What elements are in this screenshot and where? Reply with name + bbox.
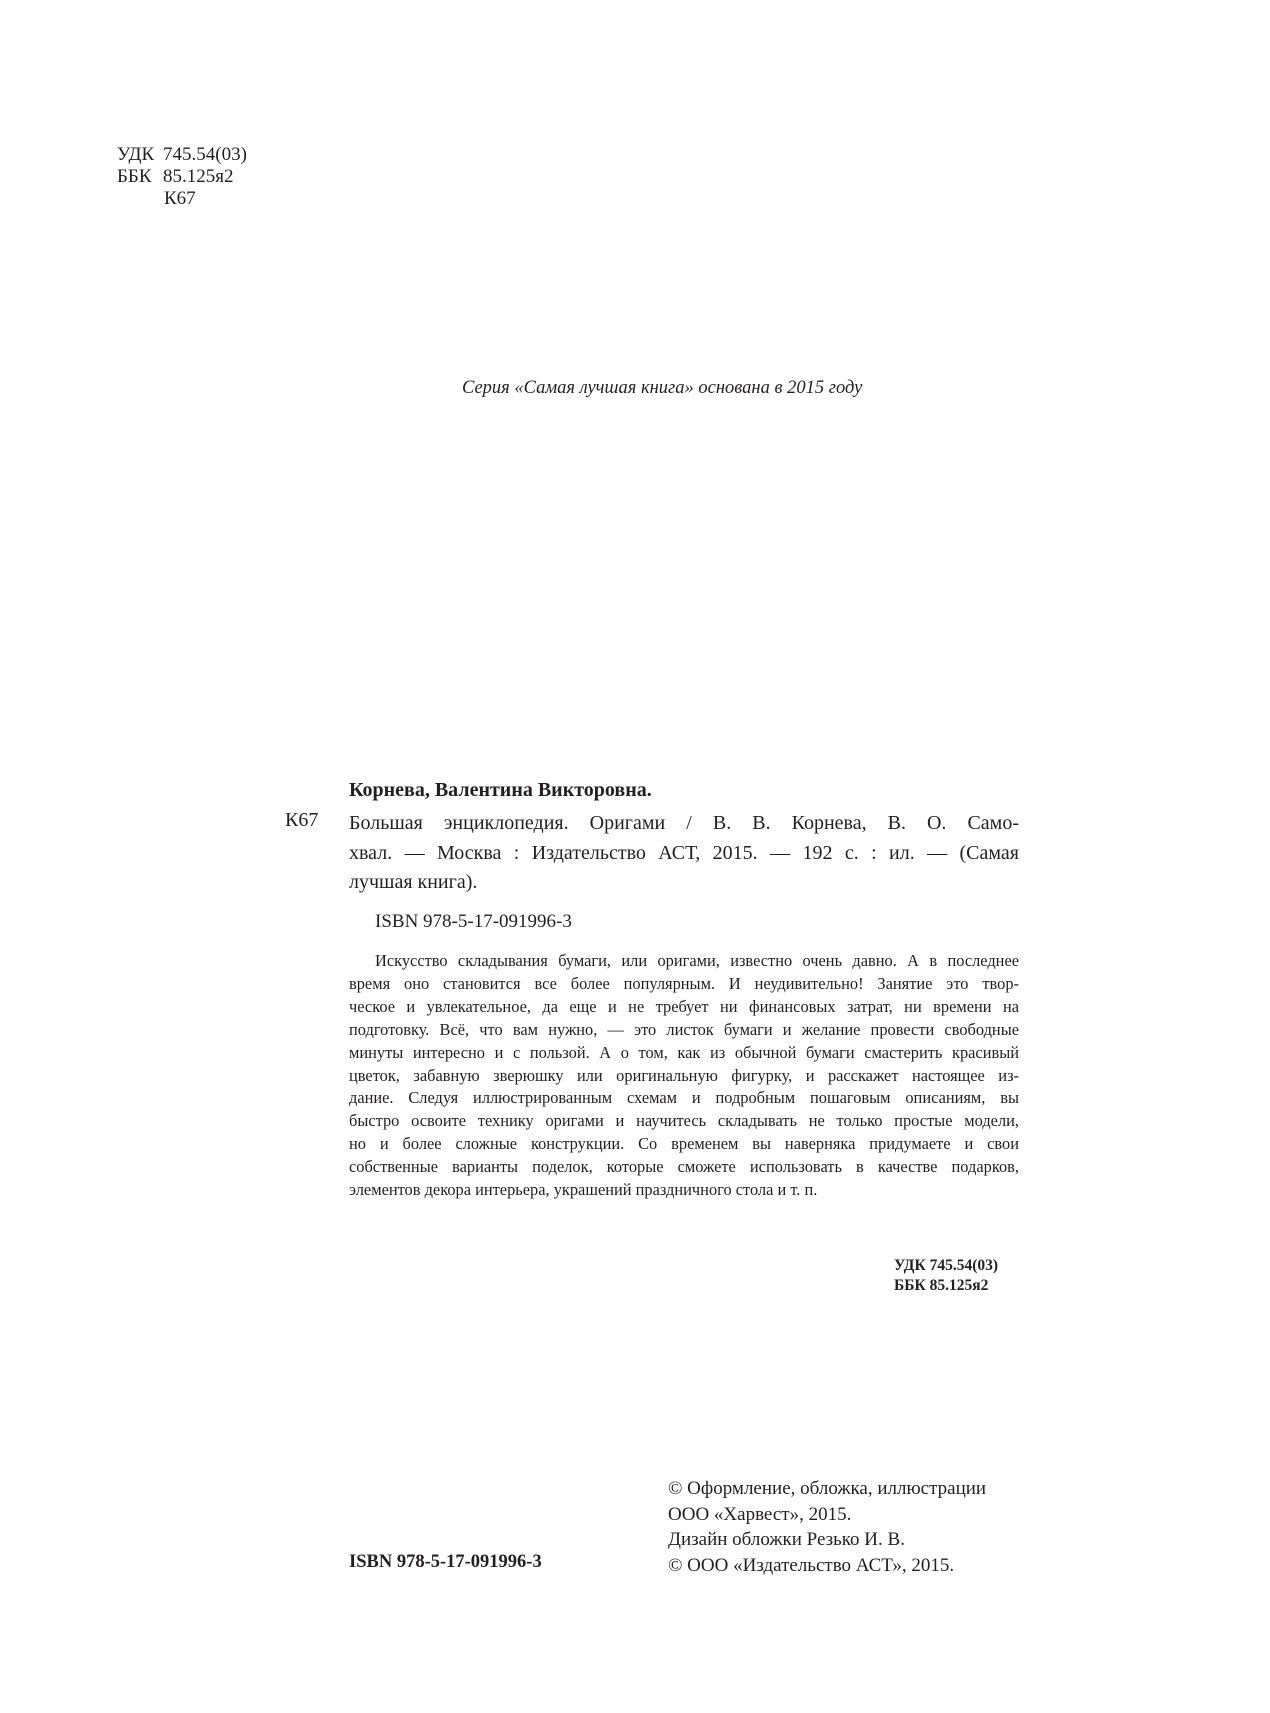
copyright-line: © Оформление, обложка, иллюстрации [668, 1478, 987, 1499]
annotation-line: быстро освоите технику оригами и научитесь складывать не только простые модели, [349, 1111, 1019, 1131]
catalog-isbn: ISBN 978-5-17-091996-3 [375, 911, 572, 932]
annotation-line: ческое и увлекательное, да еще и не требует ни финансовых затрат, ни времени на [349, 996, 1019, 1016]
author-sign: К67 [164, 188, 196, 209]
annotation-line: минуты интересно и с пользой. А о том, как из обычной бумаги смастерить красивый [349, 1042, 1019, 1062]
description-line: лучшая книга). [349, 871, 478, 894]
udk-value: 745.54(03) [163, 144, 247, 165]
bottom-classification [894, 1256, 998, 1296]
footer-isbn: ISBN 978-5-17-091996-3 [349, 1552, 542, 1572]
author-sign-row [117, 188, 247, 210]
annotation [349, 950, 1019, 1202]
catalog-author-sign: К67 [285, 809, 319, 831]
bbk-value: 85.125я2 [163, 166, 234, 187]
udk-label: УДК [117, 144, 155, 165]
series-note: Серия «Самая лучшая книга» основана в 2015 году [462, 378, 863, 398]
author-heading: Корнева, Валентина Викторовна. [349, 779, 652, 801]
bottom-udk: УДК 745.54(03) [894, 1257, 999, 1274]
description-line: Большая энциклопедия. Оригами / В. В. Корнева, В. О. Само- [349, 812, 1019, 834]
bbk-row [117, 166, 247, 188]
annotation-line: но и более сложные конструкции. Со временем вы наверняка придумаете и свои [349, 1134, 1019, 1154]
book-description [349, 809, 1019, 898]
bottom-bbk: ББК 85.125я2 [894, 1277, 989, 1294]
annotation-line: дание. Следуя иллюстрированным схемам и подробным пошаговым описаниям, вы [349, 1088, 1019, 1108]
annotation-line: собственные варианты поделок, которые сможете использовать в качестве подарков, [349, 1157, 1019, 1177]
bbk-label: ББК [117, 166, 152, 187]
annotation-line: цветок, забавную зверюшку или оригинальную фигурку, и расскажет настоящее из- [349, 1065, 1019, 1085]
description-line: хвал. — Москва : Издательство АСТ, 2015. — 192 с. : ил. — (Самая [349, 841, 1019, 864]
udk-row [117, 144, 247, 166]
annotation-line: подготовку. Всё, что вам нужно, — это листок бумаги и желание провести свободные [349, 1019, 1019, 1039]
copyright-block [668, 1476, 986, 1578]
annotation-line: Искусство складывания бумаги, или оригами, известно очень давно. А в последнее [375, 951, 1019, 970]
annotation-line: время оно становится все более популярным. И неудивительно! Занятие это твор- [349, 973, 1019, 993]
copyright-line: © ООО «Издательство АСТ», 2015. [668, 1554, 955, 1576]
copyright-line: ООО «Харвест», 2015. [668, 1503, 852, 1525]
top-classification [117, 144, 247, 210]
copyright-line: Дизайн обложки Резько И. В. [668, 1529, 905, 1550]
annotation-line: элементов декора интерьера, украшений праздничного стола и т. п. [349, 1180, 818, 1200]
